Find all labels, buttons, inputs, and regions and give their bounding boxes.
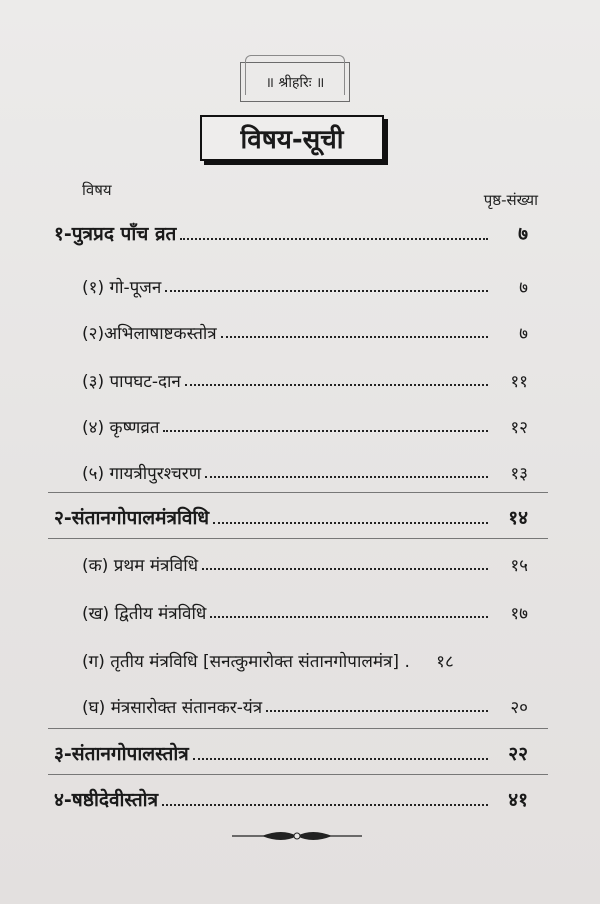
toc-entry-page: ७ [518,223,528,245]
toc-entry-sub [0,594,600,624]
toc-entry-main [0,736,600,766]
toc-entry-label: (५) गायत्रीपुरश्चरण [82,464,202,484]
toc-entry-page: १४ [508,507,528,529]
toc-entry-page: २० [510,698,528,718]
toc-entry-main [0,782,600,812]
toc-entry-sub [0,268,600,298]
page-title: विषय-सूची [200,115,384,161]
leader-dots [180,236,488,240]
section-divider [48,774,548,775]
toc-entry-label: (क) प्रथम मंत्रविधि [82,556,199,576]
toc-entry-label: (१) गो-पूजन [82,278,162,298]
toc-entry-label: (२)अभिलाषाष्टकस्तोत्र [82,324,217,344]
toc-entry-label: (ख) द्वितीय मंत्रविधि [82,604,207,624]
toc-entry-sub [0,362,600,392]
toc-entry-main [0,216,600,246]
toc-entry-label: ४-षष्ठीदेवीस्तोत्र [54,789,159,811]
leader-dots [163,428,488,432]
toc-entry-main [0,500,600,530]
leader-dots [193,756,488,760]
toc-entry-sub [0,314,600,344]
leader-dots [266,708,488,712]
toc-entry-label: २-संतानगोपालमंत्रविधि [54,507,210,529]
leader-dots [165,288,488,292]
toc-entry-sub [0,688,600,718]
leader-dots [221,334,488,338]
toc-entry-sub [0,454,600,484]
leader-dots [185,382,488,386]
toc-entry-page: १३ [510,464,528,484]
toc-entry-label: ३-संतानगोपालस्तोत्र [54,743,189,765]
column-header-page-number: पृष्ठ-संख्या [483,191,538,209]
toc-entry-page: १८ [436,652,454,672]
section-divider [48,492,548,493]
section-divider [48,538,548,539]
leader-dots [213,520,488,524]
ornament-divider [232,826,362,846]
toc-entry-sub [0,642,600,672]
toc-entry-label: (४) कृष्णव्रत [82,418,160,438]
toc-entry-page: ७ [519,278,528,298]
leader-dots [202,566,488,570]
toc-entry-page: ११ [510,372,528,392]
top-mark: ॥ श्रीहरिः ॥ [240,62,350,102]
toc-entry-page: ४१ [508,789,528,811]
toc-entry-page: १५ [510,556,528,576]
toc-entry-sub [0,546,600,576]
toc-entry-page: ७ [519,324,528,344]
column-header-subject: विषय [82,181,112,199]
toc-entry-label: (ग) तृतीय मंत्रविधि [सनत्कुमारोक्त संतानगोपालमंत्र] . [82,652,410,672]
toc-entry-label: १-पुत्रप्रद पाँच व्रत [54,223,177,245]
toc-entry-page: २२ [508,743,528,765]
toc-entry-label: (३) पापघट-दान [82,372,181,392]
leader-dots [205,474,488,478]
leader-dots [162,802,488,806]
toc-entry-label: (घ) मंत्रसारोक्त संतानकर-यंत्र [82,698,263,718]
toc-entry-sub [0,408,600,438]
toc-entry-page: १२ [510,418,528,438]
section-divider [48,728,548,729]
leader-dots [210,614,488,618]
toc-entry-page: १७ [510,604,528,624]
